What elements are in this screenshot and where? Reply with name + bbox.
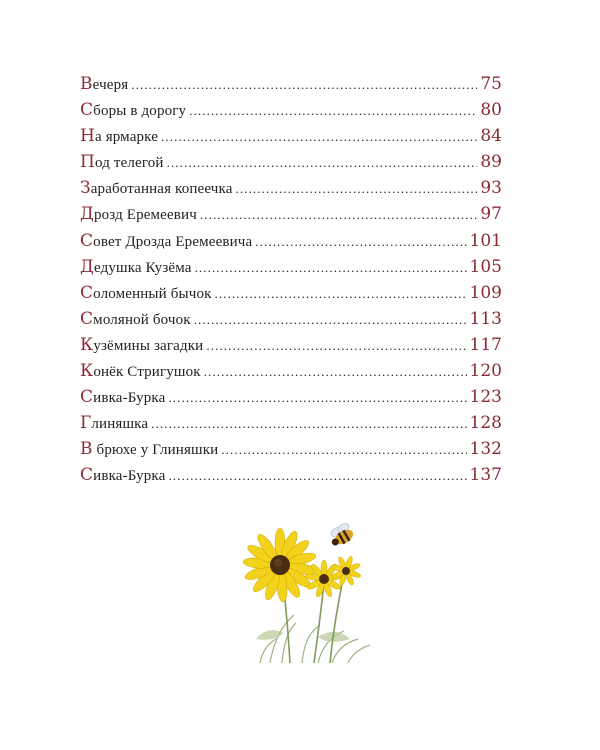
toc-entry-title-text: ечеря bbox=[92, 77, 129, 93]
toc-entry[interactable] bbox=[80, 335, 502, 361]
toc-entry-page: 97 bbox=[480, 204, 502, 225]
toc-entry-page: 128 bbox=[469, 413, 502, 434]
toc-entry-page: 113 bbox=[469, 308, 502, 329]
dot-leader bbox=[236, 181, 478, 197]
toc-entry-initial: В bbox=[80, 439, 93, 460]
toc-entry-title bbox=[80, 361, 201, 381]
toc-entry-title bbox=[80, 309, 191, 329]
toc-entry-title bbox=[80, 283, 212, 303]
toc-entry-title bbox=[80, 126, 158, 146]
dot-leader bbox=[151, 416, 466, 432]
toc-entry-page: 80 bbox=[480, 100, 502, 121]
toc-entry-title-text: онёк Стригушок bbox=[93, 364, 201, 381]
toc-entry-page: 137 bbox=[469, 465, 502, 486]
sunflower-large-icon bbox=[243, 528, 318, 602]
dot-leader bbox=[195, 260, 467, 276]
toc-entry-title-text: боры в дорогу bbox=[93, 103, 187, 120]
toc-entry-initial: Д bbox=[80, 204, 94, 225]
bee-icon bbox=[326, 522, 355, 549]
toc-entry-title bbox=[80, 178, 233, 198]
toc-entry-title bbox=[80, 387, 165, 407]
toc-entry-initial: Д bbox=[80, 256, 94, 277]
toc-entry-initial: С bbox=[80, 282, 94, 303]
toc-entry-initial: С bbox=[80, 387, 94, 408]
toc-entry[interactable] bbox=[80, 74, 502, 100]
toc-entry-title bbox=[80, 439, 218, 459]
sunflower-with-bee-icon bbox=[222, 515, 382, 665]
toc-entry[interactable] bbox=[80, 309, 502, 335]
toc-entry[interactable] bbox=[80, 439, 502, 465]
toc-entry-initial: Г bbox=[80, 413, 92, 434]
dot-leader bbox=[168, 390, 466, 406]
dot-leader bbox=[168, 468, 466, 484]
table-of-contents bbox=[80, 74, 502, 492]
toc-entry-page: 75 bbox=[480, 74, 502, 94]
toc-entry-initial: Н bbox=[80, 126, 95, 147]
toc-entry-title-text: розд Еремеевич bbox=[93, 207, 197, 224]
toc-entry-title bbox=[80, 204, 197, 224]
toc-entry-title bbox=[80, 257, 192, 277]
toc-entry-title-text: брюхе у Глиняшки bbox=[92, 442, 219, 459]
toc-entry-title-text: ивка-Бурка bbox=[93, 468, 166, 485]
toc-entry-title-text: а ярмарке bbox=[94, 129, 159, 146]
toc-entry[interactable] bbox=[80, 100, 502, 126]
toc-entry[interactable] bbox=[80, 283, 502, 309]
toc-entry[interactable] bbox=[80, 204, 502, 230]
toc-entry-page: 105 bbox=[469, 256, 502, 277]
toc-entry-initial: К bbox=[80, 361, 94, 382]
toc-entry-title bbox=[80, 100, 186, 120]
toc-entry[interactable] bbox=[80, 126, 502, 152]
toc-entry-initial: П bbox=[80, 152, 95, 173]
toc-entry-title-text: од телегой bbox=[94, 155, 164, 172]
toc-entry[interactable] bbox=[80, 387, 502, 413]
toc-entry-title-text: оломенный бычок bbox=[93, 285, 212, 302]
toc-entry-title bbox=[80, 465, 165, 485]
dot-leader bbox=[204, 364, 467, 380]
toc-entry-title-text: линяшка bbox=[91, 416, 149, 433]
leaf-icon bbox=[256, 630, 350, 642]
dot-leader bbox=[200, 207, 477, 223]
toc-entry-page: 120 bbox=[469, 361, 502, 382]
toc-entry[interactable] bbox=[80, 152, 502, 178]
toc-entry[interactable] bbox=[80, 231, 502, 257]
toc-entry-initial: З bbox=[80, 178, 91, 199]
toc-entry-title-text: овет Дрозда Еремеевича bbox=[93, 233, 253, 250]
dot-leader bbox=[167, 155, 478, 171]
toc-entry-initial: С bbox=[80, 465, 94, 486]
toc-entry[interactable] bbox=[80, 361, 502, 387]
toc-entry-page: 84 bbox=[480, 126, 502, 147]
toc-entry-page: 109 bbox=[469, 282, 502, 303]
dot-leader bbox=[206, 338, 466, 354]
dot-leader bbox=[161, 129, 477, 145]
dot-leader bbox=[255, 234, 466, 250]
toc-entry[interactable] bbox=[80, 413, 502, 439]
toc-entry-title-text: аработанная копеечка bbox=[90, 181, 233, 198]
toc-entry-initial: С bbox=[80, 230, 94, 251]
toc-entry-title-text: моляной бочок bbox=[93, 311, 191, 328]
dot-leader bbox=[131, 77, 477, 93]
toc-entry-title bbox=[80, 231, 252, 251]
dot-leader bbox=[215, 286, 467, 302]
toc-entry-title bbox=[80, 152, 164, 172]
toc-entry[interactable] bbox=[80, 178, 502, 204]
toc-entry-page: 101 bbox=[469, 230, 502, 251]
toc-entry-page: 89 bbox=[480, 152, 502, 173]
dot-leader bbox=[194, 312, 467, 328]
toc-entry-initial: К bbox=[80, 334, 94, 355]
toc-entry-title-text: едушка Кузёма bbox=[93, 259, 192, 276]
toc-entry-title bbox=[80, 413, 148, 433]
toc-entry-title-text: ивка-Бурка bbox=[93, 390, 166, 407]
toc-entry[interactable] bbox=[80, 465, 502, 491]
toc-entry-initial: В bbox=[80, 74, 93, 94]
toc-entry-title bbox=[80, 74, 128, 94]
toc-entry-page: 93 bbox=[480, 178, 502, 199]
toc-entry-initial: С bbox=[80, 308, 94, 329]
toc-entry-title-text: узёмины загадки bbox=[93, 337, 204, 354]
dot-leader bbox=[221, 442, 466, 458]
toc-entry-title bbox=[80, 335, 203, 355]
toc-entry-page: 123 bbox=[469, 387, 502, 408]
toc-entry-page: 117 bbox=[469, 334, 502, 355]
toc-entry[interactable] bbox=[80, 257, 502, 283]
dot-leader bbox=[189, 103, 477, 119]
toc-entry-initial: С bbox=[80, 100, 94, 121]
toc-entry-page: 132 bbox=[469, 439, 502, 460]
